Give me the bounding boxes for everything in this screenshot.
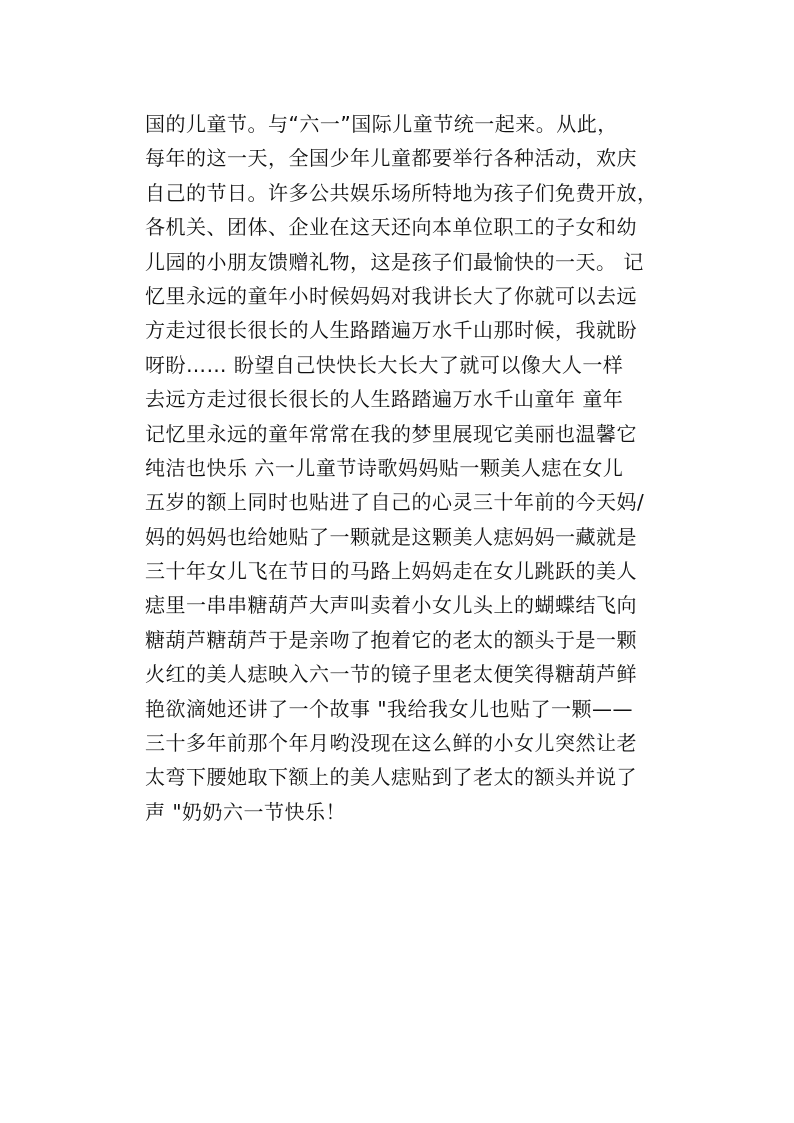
text-line: 纯洁也快乐 六一儿童节诗歌妈妈贴一颗美人痣在女儿 (145, 455, 624, 480)
text-line: 痣里一串串糖葫芦大声叫卖着小女儿头上的蝴蝶结飞向 (145, 593, 637, 618)
body-text (145, 107, 665, 829)
text-line: 方走过很长很长的人生路踏遍万水千山那时候，我就盼 (145, 318, 637, 343)
text-line: 忆里永远的童年小时候妈妈对我讲长大了你就可以去远 (145, 283, 637, 308)
text-line: 太弯下腰她取下额上的美人痣贴到了老太的额头并说了 (145, 765, 637, 790)
text-line: 儿园的小朋友馈赠礼物，这是孩子们最愉快的一天。 记 (145, 249, 644, 274)
text-line: 各机关、团体、企业在这天还向本单位职工的子女和幼 (145, 215, 637, 240)
text-line: 五岁的额上同时也贴进了自己的心灵三十年前的今天妈/ (145, 490, 645, 515)
text-line: 声 "奶奶六一节快乐！ (145, 799, 347, 824)
text-line: 每年的这一天，全国少年儿童都要举行各种活动，欢庆 (145, 146, 637, 171)
text-line: 呀盼…… 盼望自己快快长大长大了就可以像大人一样 (145, 352, 624, 377)
text-line: 糖葫芦糖葫芦于是亲吻了抱着它的老太的额头于是一颗 (145, 627, 637, 652)
text-line: 三十多年前那个年月哟没现在这么鲜的小女儿突然让老 (145, 731, 637, 756)
text-line: 妈的妈妈也给她贴了一颗就是这颗美人痣妈妈一藏就是 (145, 524, 637, 549)
text-line: 三十年女儿飞在节日的马路上妈妈走在女儿跳跃的美人 (145, 559, 637, 584)
text-line: 自己的节日。许多公共娱乐场所特地为孩子们免费开放， (145, 180, 658, 205)
text-line: 记忆里永远的童年常常在我的梦里展现它美丽也温馨它 (145, 421, 637, 446)
text-line: 去远方走过很长很长的人生路踏遍万水千山童年 童年 (145, 387, 624, 412)
text-line: 艳欲滴她还讲了一个故事 "我给我女儿也贴了一颗—— (145, 696, 634, 721)
text-line: 火红的美人痣映入六一节的镜子里老太便笑得糖葫芦鲜 (145, 662, 637, 687)
text-line: 国的儿童节。与“六一”国际儿童节统一起来。从此， (145, 112, 618, 136)
